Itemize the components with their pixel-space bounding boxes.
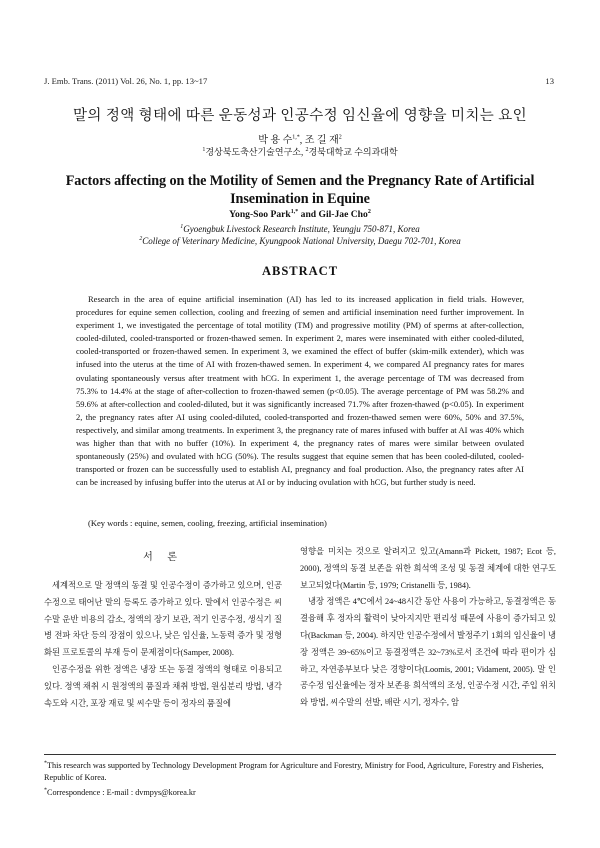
left-column-body: [44, 578, 282, 712]
journal-citation: J. Emb. Trans. (2011) Vol. 26, No. 1, pp. 13~17: [44, 76, 208, 86]
keywords: (Key words : equine, semen, cooling, freezing, artificial insemination): [88, 518, 327, 528]
footnote-correspondence: [44, 787, 556, 799]
affiliation-2-sup: 2: [139, 236, 143, 242]
korean-authors: [0, 131, 600, 146]
page-number: 13: [545, 76, 554, 86]
english-author-1-sup: 1,*: [290, 208, 299, 215]
left-paragraph-2: 인공수정을 위한 정액은 냉장 또는 동결 정액의 형태로 이용되고 있다. 정액 채취 시 원정액의 품질과 채취 방법, 원심분리 방법, 냉각 속도와 시간, 포장 재료 및 씨수말 등이 정자의 품질에: [44, 664, 282, 708]
affiliation-1: [0, 224, 600, 234]
section-heading-introduction: 서 론: [143, 552, 183, 563]
affiliation-1-text: Gyoengbuk Livestock Research Institute, Yeungju 750-871, Korea: [183, 224, 420, 234]
footnote-divider: [44, 754, 556, 755]
english-title-line-1: Factors affecting on the Motility of Semen and the Pregnancy Rate of Artificial: [65, 173, 535, 189]
abstract-heading: ABSTRACT: [261, 264, 339, 278]
english-author-2-sup: 2: [367, 208, 371, 215]
affiliation-1-sup: 1: [180, 224, 184, 230]
korean-author-1-sup: 1,*: [292, 134, 300, 141]
abstract-body: [76, 293, 524, 489]
korean-title: 말의 정액 형태에 따른 운동성과 인공수정 임신율에 영향을 미치는 요인: [72, 108, 528, 124]
right-column-body: [300, 544, 556, 712]
english-authors: [0, 209, 600, 220]
korean-affil-1-sup: 1: [202, 147, 206, 153]
affiliation-2: [0, 236, 600, 246]
right-paragraph-1: 영향을 미치는 것으로 알려지고 있고(Amann과 Pickett, 1987; Ecot 등, 2000), 정액의 동결 보존을 위한 희석액 조성 및 동결 체계에 대한 연구도 보고되었다(Martin 등, 1979; Cristanelli 등, 1984).: [300, 547, 556, 590]
korean-affil-2-sup: 2: [305, 147, 309, 153]
right-paragraph-2: 냉장 정액은 4℃에서 24~48시간 동안 사용이 가능하고, 동결정액은 동결융해 후 정자의 활력이 낮아지지만 편리성 때문에 사용이 증가되고 있다(Backman 등, 2004). 하지만 인공수정에서 발정주기 1회의 임신율이 냉장 정액은 39~65%이고 동결정액은 32~73%로서 조건에 따라 편이가 심하고, 자연종부보다 낮은 경향이다(Loomis, 2001; Vidament, 2005). 말 인공수정 임신율에는 정자 보존용 희석액의 조성, 인공수정 시간, 주입 위치와 방법, 씨수말의 선발, 배란 시기, 정자수, 암: [300, 597, 556, 708]
korean-author-2: , 조 길 재: [299, 135, 339, 146]
english-title: [0, 172, 600, 208]
korean-affil-2: 경북대학교 수의과대학: [308, 147, 398, 157]
english-author-2: and Gil-Jae Cho: [298, 209, 368, 220]
korean-affil-1: 경상북도축산기술연구소,: [205, 147, 306, 157]
abstract-text: Research in the area of equine artificial insemination (AI) has led to its increased application in field trials. However, procedures for equine semen collection, cooling and freezing of semen and artificial insemination need further improvement. In experiment 1, we investigated the percentage of total motility (TM) and progressive motility (PM) of sperms at after-collection, cooled-diluted, cooled-transported or frozen-thawed semen. In experiment 2, mares were inseminated with either cooled-diluted, cooled-transported or frozen-thawed semen. In experiment 3, we examined the effect of buffer (skim-milk extender), which was infused into the uterus at the time of AI with frozen-thawed semen. In experiment 4, we compared AI pregnancy rates for mares ovulating spontaneously versus after treatment with hCG. In experiment 1, the average percentage of TM was decreased from 75.3% to 14.4% at the stage of after-collection to frozen-thawed semen (p<0.05). The average percentage of PM was 58.2% and 59.6% at after-collection and cooled-diluted, but it was significantly increased 71.7% after frozen-thawed (p<0.05). In experiment 2, the pregnancy rates after AI using cooled-diluted, cooled-transported and frozen-thawed semen were 60%, 50% and 37.5%, respectively, and similar among treatments. In experiment 3, the pregnancy rate of mares infused with buffer at AI was 40% which was higher than that with no buffer (10%). In experiment 4, the pregnancy rates of mares were similar between ovulated spontaneously (25%) and ovulated with hCG (50%). The results suggest that equine semen that has been cooled-diluted, cooled-transported or frozen can be successfully used to establish AI, pregnancy and foal production. Also, the pregnancy rates after AI can be increased by infusing buffer into the uterus at AI or by inducing ovulation with hCG, but further study is need.: [76, 294, 524, 488]
footnote-funding: [44, 760, 556, 784]
footnote-2-text: Correspondence : E-mail : dvmpys@korea.kr: [47, 788, 196, 797]
korean-author-2-sup: 2: [338, 134, 342, 141]
footnote-2-mark: *: [44, 787, 47, 794]
english-title-line-2: Insemination in Equine: [230, 191, 370, 207]
korean-affiliations: [0, 145, 600, 158]
english-author-1: Yong-Soo Park: [229, 209, 291, 220]
footnote-1-mark: *: [44, 760, 47, 767]
left-paragraph-1: 세계적으로 말 정액의 동결 및 인공수정이 증가하고 있으며, 인공수정으로 태어난 말의 등록도 증가하고 있다. 말에서 인공수정은 씨수말 운반 비용의 감소, 정액의 장기 보관, 적기 인공수정, 생식기 질병 전파 차단 등의 장점이 있으나, 낮은 임신율, 노동력 증가 및 정형화된 프로토콜의 부재 등이 문제점이다(Samper, 2008).: [44, 581, 282, 658]
korean-author-1: 박 용 수: [258, 135, 293, 146]
footnote-1-text: This research was supported by Technology Development Program for Agriculture and Forestry, Ministry for Food, Agriculture, Forestry and Fisheries, Republic of Korea.: [44, 761, 544, 782]
affiliation-2-text: College of Veterinary Medicine, Kyungpook National University, Daegu 702-701, Korea: [142, 236, 461, 246]
